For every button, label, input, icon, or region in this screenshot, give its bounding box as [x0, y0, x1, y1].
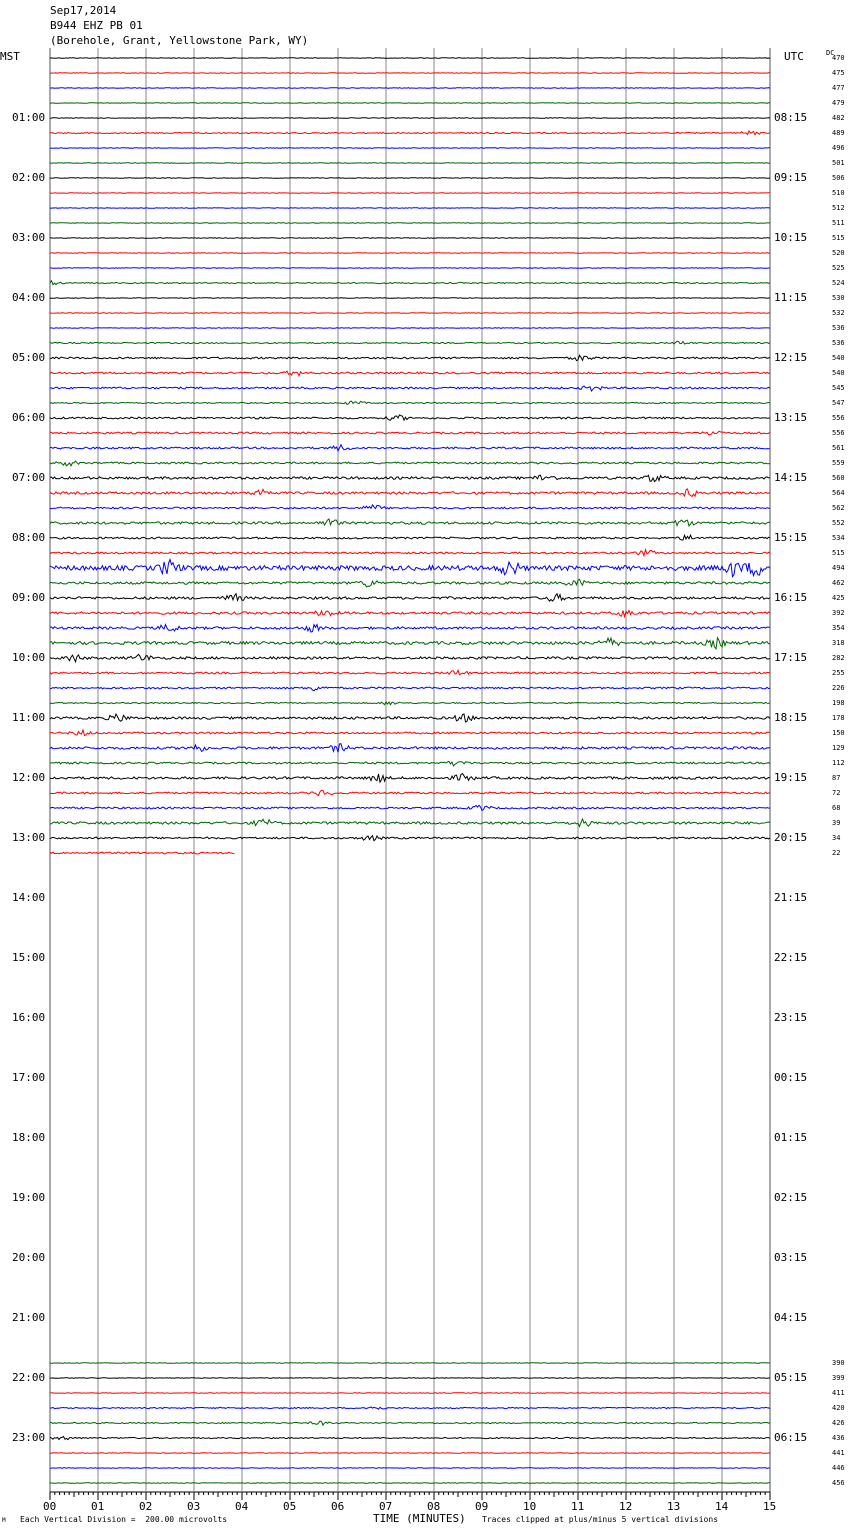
dc-offset-label: 411 [832, 1389, 845, 1397]
utc-hour-label: 14:15 [774, 471, 808, 484]
trace-line [50, 761, 770, 766]
trace-line [50, 1421, 770, 1425]
dc-offset-label: 178 [832, 714, 845, 722]
station-location: (Borehole, Grant, Yellowstone Park, WY) [50, 34, 309, 47]
dc-offset-label: 536 [832, 324, 845, 332]
dc-offset-label: 475 [832, 69, 845, 77]
trace-line [50, 1363, 770, 1364]
dc-offset-label: 525 [832, 264, 845, 272]
utc-hour-label: 05:15 [774, 1371, 808, 1384]
mst-hour-label: 23:00 [12, 1431, 46, 1444]
utc-hour-label: 21:15 [774, 891, 808, 904]
mst-hour-label: 07:00 [12, 471, 46, 484]
trace-line [50, 88, 770, 89]
dc-offset-label: 255 [832, 669, 845, 677]
trace-line [50, 431, 770, 435]
dc-offset-label: 392 [832, 609, 845, 617]
dc-offset-label: 547 [832, 399, 845, 407]
utc-hour-label: 08:15 [774, 111, 808, 124]
trace-line [50, 1407, 770, 1409]
trace-line [50, 148, 770, 149]
dc-offset-label: 354 [832, 624, 845, 632]
mst-hour-label: 08:00 [12, 531, 46, 544]
x-axis-label: TIME (MINUTES) [373, 1512, 466, 1525]
trace-line [50, 131, 770, 135]
dc-offset-label: 520 [832, 249, 845, 257]
x-tick-label: 06 [331, 1500, 345, 1513]
dc-offset-label: 420 [832, 1404, 845, 1412]
dc-offset-label: 556 [832, 429, 845, 437]
trace-line [50, 519, 770, 526]
trace-line [50, 505, 770, 509]
trace-line [50, 670, 770, 674]
trace-line [50, 774, 770, 783]
trace-line [50, 58, 770, 59]
x-tick-label: 11 [571, 1500, 585, 1513]
trace-line [50, 341, 770, 344]
trace-line [50, 386, 770, 391]
dc-offset-label: 390 [832, 1359, 845, 1367]
dc-offset-label: 494 [832, 564, 845, 572]
trace-line [50, 638, 770, 649]
utc-hour-label: 13:15 [774, 411, 808, 424]
dc-offset-label: 482 [832, 114, 845, 122]
mst-hour-label: 01:00 [12, 111, 46, 124]
trace-line [50, 1378, 770, 1379]
dc-offset-label: 470 [832, 54, 845, 62]
trace-line [50, 579, 770, 587]
x-tick-label: 15 [763, 1500, 777, 1513]
plot-date: Sep17,2014 [50, 4, 117, 17]
trace-line [50, 687, 770, 691]
mst-hour-label: 04:00 [12, 291, 46, 304]
trace-line [50, 208, 770, 209]
dc-offset-label: 87 [832, 774, 841, 782]
dc-offset-label: 552 [832, 519, 845, 527]
utc-hour-label: 01:15 [774, 1131, 808, 1144]
x-tick-label: 04 [235, 1500, 249, 1513]
utc-hour-label: 11:15 [774, 291, 808, 304]
dc-offset-label: 39 [832, 819, 841, 827]
trace-line [50, 1393, 770, 1394]
mst-hour-label: 02:00 [12, 171, 46, 184]
trace-line [50, 836, 770, 841]
mst-hour-label: 06:00 [12, 411, 46, 424]
trace-line [50, 702, 770, 705]
utc-axis-title: UTC [784, 50, 804, 63]
trace-line [50, 253, 770, 254]
dc-offset-label: 318 [832, 639, 845, 647]
dc-offset-label: 536 [832, 339, 845, 347]
mst-hour-label: 16:00 [12, 1011, 46, 1024]
trace-line [50, 489, 770, 497]
mst-hour-label: 10:00 [12, 651, 46, 664]
mst-hour-label: 20:00 [12, 1251, 46, 1264]
mst-hour-label: 11:00 [12, 711, 46, 724]
utc-hour-label: 03:15 [774, 1251, 808, 1264]
x-tick-label: 12 [619, 1500, 633, 1513]
dc-offset-label: 524 [832, 279, 845, 287]
dc-offset-label: 534 [832, 534, 845, 542]
dc-offset-label: 282 [832, 654, 845, 662]
dc-offset-label: 556 [832, 414, 845, 422]
trace-line [50, 805, 770, 810]
utc-hour-label: 10:15 [774, 231, 808, 244]
dc-offset-label: 150 [832, 729, 845, 737]
trace-line [50, 535, 770, 540]
utc-hour-label: 00:15 [774, 1071, 808, 1084]
footer-mark: M [2, 1517, 6, 1524]
scale-note: Each Vertical Division = 200.00 microvolts [20, 1515, 228, 1524]
trace-line [50, 560, 770, 577]
trace-line [50, 852, 235, 854]
trace-line [50, 73, 770, 74]
utc-hour-label: 09:15 [774, 171, 808, 184]
trace-line [50, 328, 770, 329]
mst-hour-label: 15:00 [12, 951, 46, 964]
trace-line [50, 550, 770, 556]
trace-line [50, 281, 770, 285]
x-tick-label: 03 [187, 1500, 201, 1513]
trace-line [50, 268, 770, 269]
mst-hour-label: 17:00 [12, 1071, 46, 1084]
trace-line [50, 178, 770, 179]
trace-line [50, 611, 770, 617]
trace-line [50, 238, 770, 239]
trace-line [50, 193, 770, 194]
dc-offset-label: 532 [832, 309, 845, 317]
utc-hour-label: 12:15 [774, 351, 808, 364]
mst-axis-title: MST [0, 50, 20, 63]
mst-hour-label: 03:00 [12, 231, 46, 244]
mst-hour-label: 14:00 [12, 891, 46, 904]
dc-offset-label: 446 [832, 1464, 845, 1472]
dc-offset-label: 515 [832, 234, 845, 242]
dc-offset-label: 510 [832, 189, 845, 197]
trace-line [50, 594, 770, 601]
mst-hour-label: 13:00 [12, 831, 46, 844]
dc-offset-label: 425 [832, 594, 845, 602]
utc-hour-label: 18:15 [774, 711, 808, 724]
dc-offset-label: 515 [832, 549, 845, 557]
trace-line [50, 103, 770, 104]
dc-offset-label: 112 [832, 759, 845, 767]
trace-line [50, 223, 770, 224]
trace-line [50, 163, 770, 164]
mst-hour-label: 19:00 [12, 1191, 46, 1204]
trace-line [50, 355, 770, 360]
dc-offset-label: 511 [832, 219, 845, 227]
trace-line [50, 475, 770, 481]
dc-offset-label: 501 [832, 159, 845, 167]
x-tick-label: 13 [667, 1500, 681, 1513]
mst-hour-label: 22:00 [12, 1371, 46, 1384]
utc-hour-label: 02:15 [774, 1191, 808, 1204]
dc-offset-label: 72 [832, 789, 841, 797]
trace-line [50, 819, 770, 827]
x-tick-label: 07 [379, 1500, 393, 1513]
dc-offset-label: 562 [832, 504, 845, 512]
trace-line [50, 744, 770, 753]
trace-line [50, 730, 770, 736]
dc-offset-label: 198 [832, 699, 845, 707]
utc-hour-label: 22:15 [774, 951, 808, 964]
clip-note: Traces clipped at plus/minus 5 vertical divisions [482, 1515, 719, 1524]
dc-offset-label: 68 [832, 804, 841, 812]
station-code: B944 EHZ PB 01 [50, 19, 143, 32]
trace-line [50, 1468, 770, 1469]
x-tick-label: 08 [427, 1500, 441, 1513]
trace-line [50, 415, 770, 420]
x-tick-label: 10 [523, 1500, 537, 1513]
x-tick-label: 05 [283, 1500, 297, 1513]
trace-line [50, 714, 770, 722]
utc-hour-label: 16:15 [774, 591, 808, 604]
utc-hour-label: 20:15 [774, 831, 808, 844]
utc-hour-label: 17:15 [774, 651, 808, 664]
mst-hour-label: 21:00 [12, 1311, 46, 1324]
dc-offset-label: 540 [832, 369, 845, 377]
dc-offset-label: 489 [832, 129, 845, 137]
x-tick-label: 02 [139, 1500, 153, 1513]
dc-offset-label: 496 [832, 144, 845, 152]
utc-hour-label: 15:15 [774, 531, 808, 544]
x-tick-label: 09 [475, 1500, 489, 1513]
dc-offset-label: 22 [832, 849, 841, 857]
dc-offset-label: 477 [832, 84, 845, 92]
mst-hour-label: 09:00 [12, 591, 46, 604]
dc-offset-label: 479 [832, 99, 845, 107]
dc-offset-label: 512 [832, 204, 845, 212]
dc-offset-label: 456 [832, 1479, 845, 1487]
utc-hour-label: 04:15 [774, 1311, 808, 1324]
trace-line [50, 371, 770, 376]
trace-line [50, 298, 770, 299]
utc-hour-label: 23:15 [774, 1011, 808, 1024]
dc-offset-label: 561 [832, 444, 845, 452]
x-tick-label: 00 [43, 1500, 57, 1513]
trace-line [50, 313, 770, 314]
dc-offset-label: 441 [832, 1449, 845, 1457]
dc-offset-label: 436 [832, 1434, 845, 1442]
trace-line [50, 401, 770, 404]
trace-line [50, 461, 770, 466]
dc-offset-label: 530 [832, 294, 845, 302]
dc-offset-label: 399 [832, 1374, 845, 1382]
trace-line [50, 1483, 770, 1484]
dc-offset-label: 34 [832, 834, 841, 842]
trace-line [50, 118, 770, 119]
dc-offset-label: 226 [832, 684, 845, 692]
dc-offset-label: 462 [832, 579, 845, 587]
mst-hour-label: 05:00 [12, 351, 46, 364]
x-tick-label: 14 [715, 1500, 729, 1513]
trace-line [50, 445, 770, 451]
dc-axis-title: DC [826, 49, 835, 57]
utc-hour-label: 19:15 [774, 771, 808, 784]
dc-offset-label: 564 [832, 489, 845, 497]
utc-hour-label: 06:15 [774, 1431, 808, 1444]
mst-hour-label: 12:00 [12, 771, 46, 784]
x-tick-label: 01 [91, 1500, 105, 1513]
dc-offset-label: 545 [832, 384, 845, 392]
trace-line [50, 1453, 770, 1454]
trace-line [50, 1437, 770, 1440]
dc-offset-label: 506 [832, 174, 845, 182]
dc-offset-label: 426 [832, 1419, 845, 1427]
trace-line [50, 625, 770, 633]
mst-hour-label: 18:00 [12, 1131, 46, 1144]
dc-offset-label: 129 [832, 744, 845, 752]
trace-line [50, 654, 770, 661]
dc-offset-label: 559 [832, 459, 845, 467]
trace-line [50, 790, 770, 795]
dc-offset-label: 540 [832, 354, 845, 362]
dc-offset-label: 560 [832, 474, 845, 482]
